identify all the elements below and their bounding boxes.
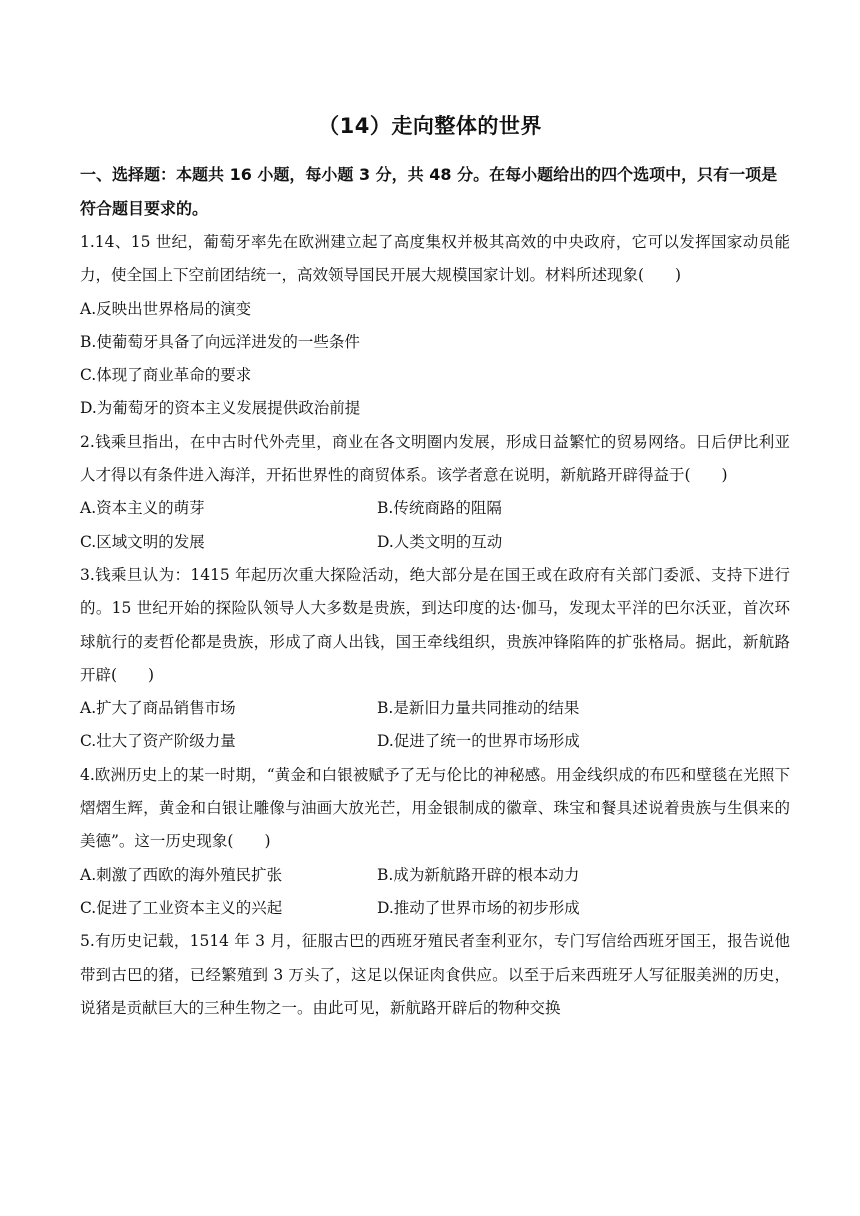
option: A.资本主义的萌芽 bbox=[80, 499, 205, 518]
option-row bbox=[80, 526, 790, 559]
option: C.区域文明的发展 bbox=[80, 532, 205, 551]
question bbox=[80, 759, 790, 925]
option: C.壮大了资产阶级力量 bbox=[80, 732, 236, 751]
option: D.促进了统一的世界市场形成 bbox=[377, 732, 580, 751]
question-stem: 4.欧洲历史上的某一时期，“黄金和白银被赋予了无与伦比的神秘感。用金线织成的布匹和壁毯在光照下熠熠生辉，黄金和白银让雕像与油画大放光芒，用金银制成的徽章、珠宝和餐具述说着贵族与生俱来的美德”。这一历史现象( ) bbox=[80, 765, 790, 851]
option: A.刺激了西欧的海外殖民扩张 bbox=[80, 865, 283, 884]
question-stem: 2.钱乘旦指出，在中古时代外壳里，商业在各文明圈内发展，形成日益繁忙的贸易网络。日后伊比利亚人才得以有条件进入海洋，开拓世界性的商贸体系。该学者意在说明，新航路开辟得益于( ) bbox=[80, 432, 790, 485]
question bbox=[80, 226, 790, 426]
option: B.传统商路的阻隔 bbox=[377, 499, 502, 518]
option: B.是新旧力量共同推动的结果 bbox=[377, 699, 580, 718]
question-list bbox=[80, 226, 790, 1025]
option: C.体现了商业革命的要求 bbox=[80, 366, 252, 385]
question-stem: 1.14、15 世纪，葡萄牙率先在欧洲建立起了高度集权并极其高效的中央政府，它可以发挥国家动员能力，使全国上下空前团结统一，高效领导国民开展大规模国家计划。材料所述现象( ) bbox=[80, 233, 790, 285]
option-row bbox=[80, 725, 790, 758]
option: D.为葡萄牙的资本主义发展提供政治前提 bbox=[80, 399, 361, 418]
option: D.推动了世界市场的初步形成 bbox=[377, 898, 580, 917]
question bbox=[80, 426, 790, 559]
option-row bbox=[80, 859, 790, 892]
question bbox=[80, 925, 790, 1025]
option: A.扩大了商品销售市场 bbox=[80, 699, 236, 718]
option: C.促进了工业资本主义的兴起 bbox=[80, 898, 283, 917]
question bbox=[80, 559, 790, 759]
page-title: （14）走向整体的世界 bbox=[318, 114, 542, 138]
option: B.使葡萄牙具备了向远洋进发的一些条件 bbox=[80, 332, 360, 351]
section-header: 一、选择题：本题共 16 小题，每小题 3 分，共 48 分。在每小题给出的四个选项中，只有一项是符合题目要求的。 bbox=[80, 165, 778, 218]
option-row bbox=[80, 492, 790, 525]
option: B.成为新航路开辟的根本动力 bbox=[377, 865, 580, 884]
question-stem: 5.有历史记载，1514 年 3 月，征服古巴的西班牙殖民者奎利亚尔，专门写信给西班牙国王，报告说他带到古巴的猪，已经繁殖到 3 万头了，这足以保证肉食供应。以至于后来西班牙人写征服美洲的历史，说猪是贡献巨大的三种生物之一。由此可见，新航路开辟后的物种交换 bbox=[80, 932, 790, 1017]
question-stem: 3.钱乘旦认为：1415 年起历次重大探险活动，绝大部分是在国王或在政府有关部门委派、支持下进行的。15 世纪开始的探险队领导人大多数是贵族，到达印度的达·伽马，发现太平洋的巴尔沃亚，首次环球航行的麦哲伦都是贵族，形成了商人出钱，国王牵线组织，贵族冲锋陷阵的扩张格局。据此，新航路开辟( ) bbox=[80, 565, 790, 684]
option: A.反映出世界格局的演变 bbox=[80, 299, 252, 318]
option: D.人类文明的互动 bbox=[377, 532, 503, 551]
option-row bbox=[80, 692, 790, 725]
option-row bbox=[80, 892, 790, 925]
